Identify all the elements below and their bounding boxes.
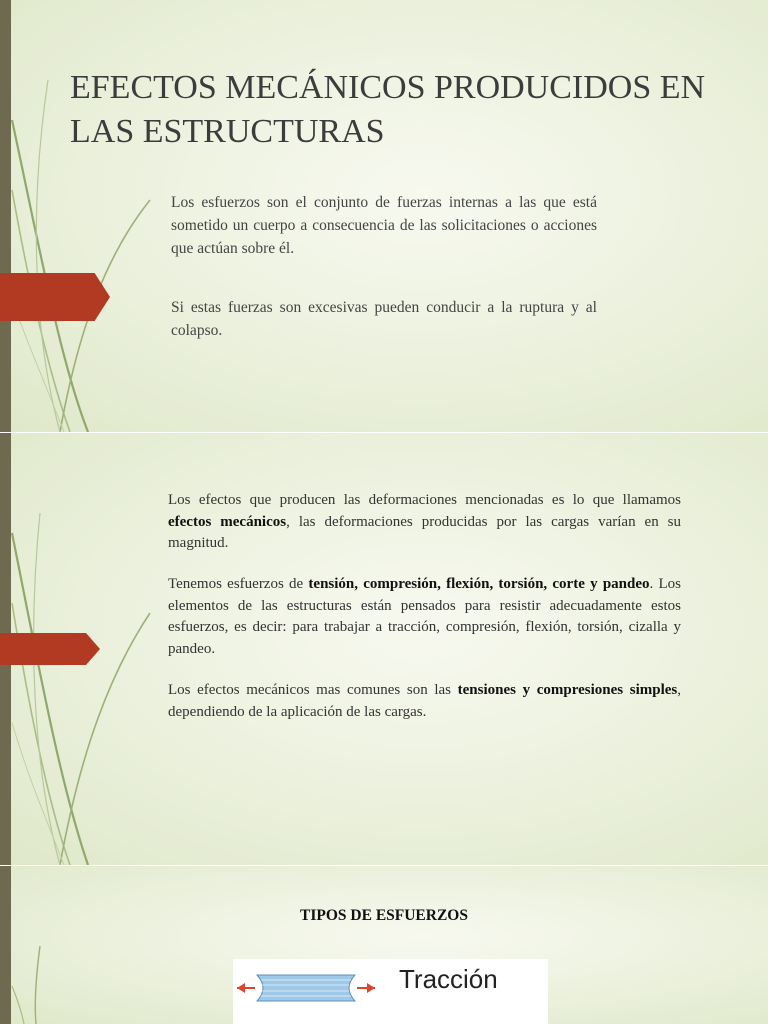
intro-paragraph: Los esfuerzos son el conjunto de fuerzas internas a las que está sometido un cuerpo a consecuencia de las solicitaciones o acciones que actúan sobre él. (171, 194, 597, 257)
traction-diagram-icon (233, 959, 393, 1024)
text-run: , dependiendo de la aplicación de las cargas. (168, 682, 681, 720)
effects-paragraph (168, 490, 681, 555)
slide-2 (0, 433, 768, 865)
slide-3 (0, 866, 768, 1024)
bold-term: tensiones y compresiones simples (457, 682, 678, 698)
text-run: Los efectos mecánicos mas comunes son las (168, 682, 458, 698)
text-run: , las deformaciones producidas por las cargas varían en su magnitud. (168, 513, 681, 551)
bold-term: efectos mecánicos (168, 513, 287, 530)
slide-1 (0, 0, 768, 432)
common-effects-paragraph (168, 680, 681, 723)
traction-figure (233, 959, 548, 1024)
traction-label: Tracción (399, 964, 498, 994)
bold-term: tensión, compresión, flexión, torsión, corte y pandeo (308, 576, 650, 592)
text-run: Los efectos que producen las deformaciones mencionadas es lo que llamamos (168, 492, 681, 508)
stress-types-paragraph (168, 574, 681, 660)
slide-left-bar (0, 866, 11, 1024)
decorative-swoosh (0, 866, 200, 1024)
slide-title: EFECTOS MECÁNICOS PRODUCIDOS EN LAS ESTRUCTURAS (70, 69, 706, 150)
section-heading: TIPOS DE ESFUERZOS (300, 907, 468, 924)
accent-arrow-tab (0, 633, 100, 665)
text-run: Tenemos esfuerzos de (168, 576, 309, 592)
decorative-swoosh (0, 0, 200, 432)
collapse-paragraph: Si estas fuerzas son excesivas pueden conducir a la ruptura y al colapso. (171, 299, 597, 339)
slide-left-bar (0, 0, 11, 432)
text-run: . Los elementos de las estructuras están pensados para resistir adecuadamente estos esfuerzos, es decir: para trabajar a tracción, compresión, flexión, torsión, cizalla y pandeo. (168, 576, 681, 657)
accent-arrow-tab (0, 273, 110, 321)
